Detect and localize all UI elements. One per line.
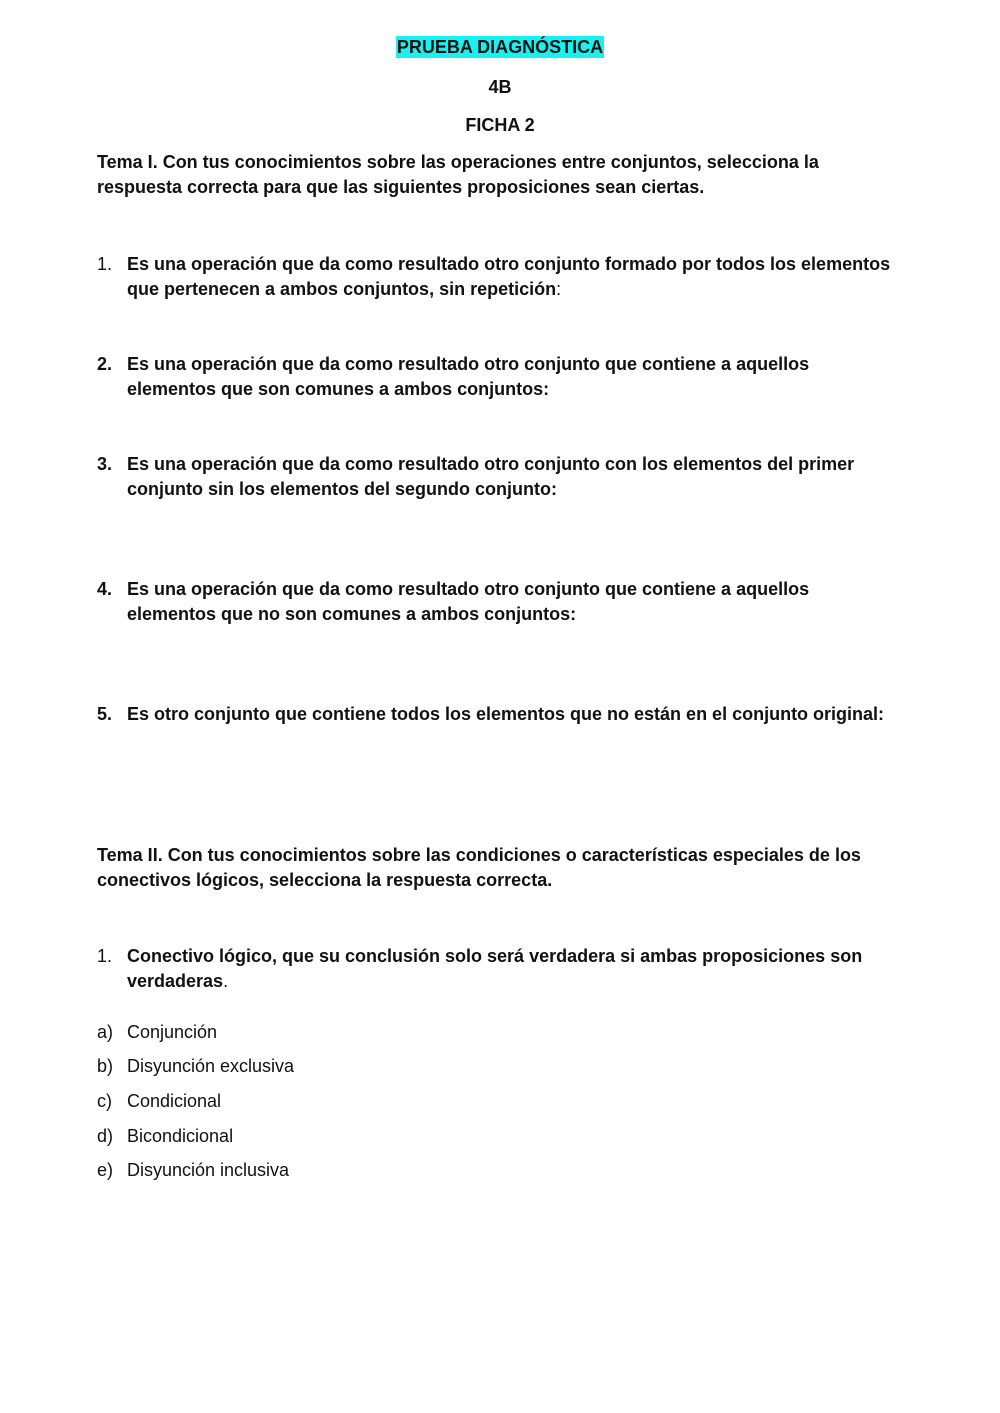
option-label: Disyunción exclusiva — [127, 1056, 295, 1076]
question-number: 1. — [97, 254, 113, 274]
question-text: Es una operación que da como resultado otro conjunto con los elementos del primer conjunto sin los elementos del segundo conjunto: — [127, 454, 855, 499]
question-number: 2. — [97, 354, 113, 374]
section2-intro: Tema II. Con tus conocimientos sobre las condiciones o características especiales de los conectivos lógicos, selecciona la respuesta correcta. — [97, 845, 861, 890]
section1-intro: Tema I. Con tus conocimientos sobre las operaciones entre conjuntos, selecciona la respuesta correcta para que las siguientes proposiciones sean ciertas. — [97, 152, 819, 197]
question-item — [97, 452, 897, 502]
question-text: Es una operación que da como resultado otro conjunto formado por todos los elementos que pertenecen a ambos conjuntos, sin repetición: — [127, 254, 891, 299]
question-text: Es una operación que da como resultado otro conjunto que contiene a aquellos elementos que no son comunes a ambos conjuntos: — [127, 579, 810, 624]
question-item — [97, 944, 897, 994]
question-text: Es otro conjunto que contiene todos los elementos que no están en el conjunto original: — [127, 704, 885, 724]
question-text: Es una operación que da como resultado otro conjunto que contiene a aquellos elementos que son comunes a ambos conjuntos: — [127, 354, 810, 399]
question-number: 5. — [97, 704, 113, 724]
answer-option[interactable] — [97, 1021, 697, 1043]
sheet-label: FICHA 2 — [465, 115, 535, 135]
question-number: 3. — [97, 454, 113, 474]
answer-option[interactable] — [97, 1055, 697, 1077]
option-letter: b) — [97, 1056, 114, 1076]
question-item — [97, 352, 897, 402]
answer-option[interactable] — [97, 1090, 697, 1112]
question-item — [97, 702, 897, 727]
answer-option[interactable] — [97, 1159, 697, 1181]
option-letter: a) — [97, 1022, 114, 1042]
group-label: 4B — [488, 77, 512, 97]
answer-option[interactable] — [97, 1125, 697, 1147]
option-letter: c) — [97, 1091, 112, 1111]
title-highlight: PRUEBA DIAGNÓSTICA — [396, 37, 604, 57]
option-label: Bicondicional — [127, 1126, 234, 1146]
option-letter: e) — [97, 1160, 114, 1180]
question-item — [97, 252, 897, 302]
question-item — [97, 577, 897, 627]
question-text: Conectivo lógico, que su conclusión solo será verdadera si ambas proposiciones son verdaderas. — [127, 946, 863, 991]
question-number: 1. — [97, 946, 113, 966]
option-label: Disyunción inclusiva — [127, 1160, 290, 1180]
option-letter: d) — [97, 1126, 114, 1146]
question-number: 4. — [97, 579, 113, 599]
option-label: Condicional — [127, 1091, 222, 1111]
page-title — [0, 36, 1000, 58]
option-label: Conjunción — [127, 1022, 218, 1042]
